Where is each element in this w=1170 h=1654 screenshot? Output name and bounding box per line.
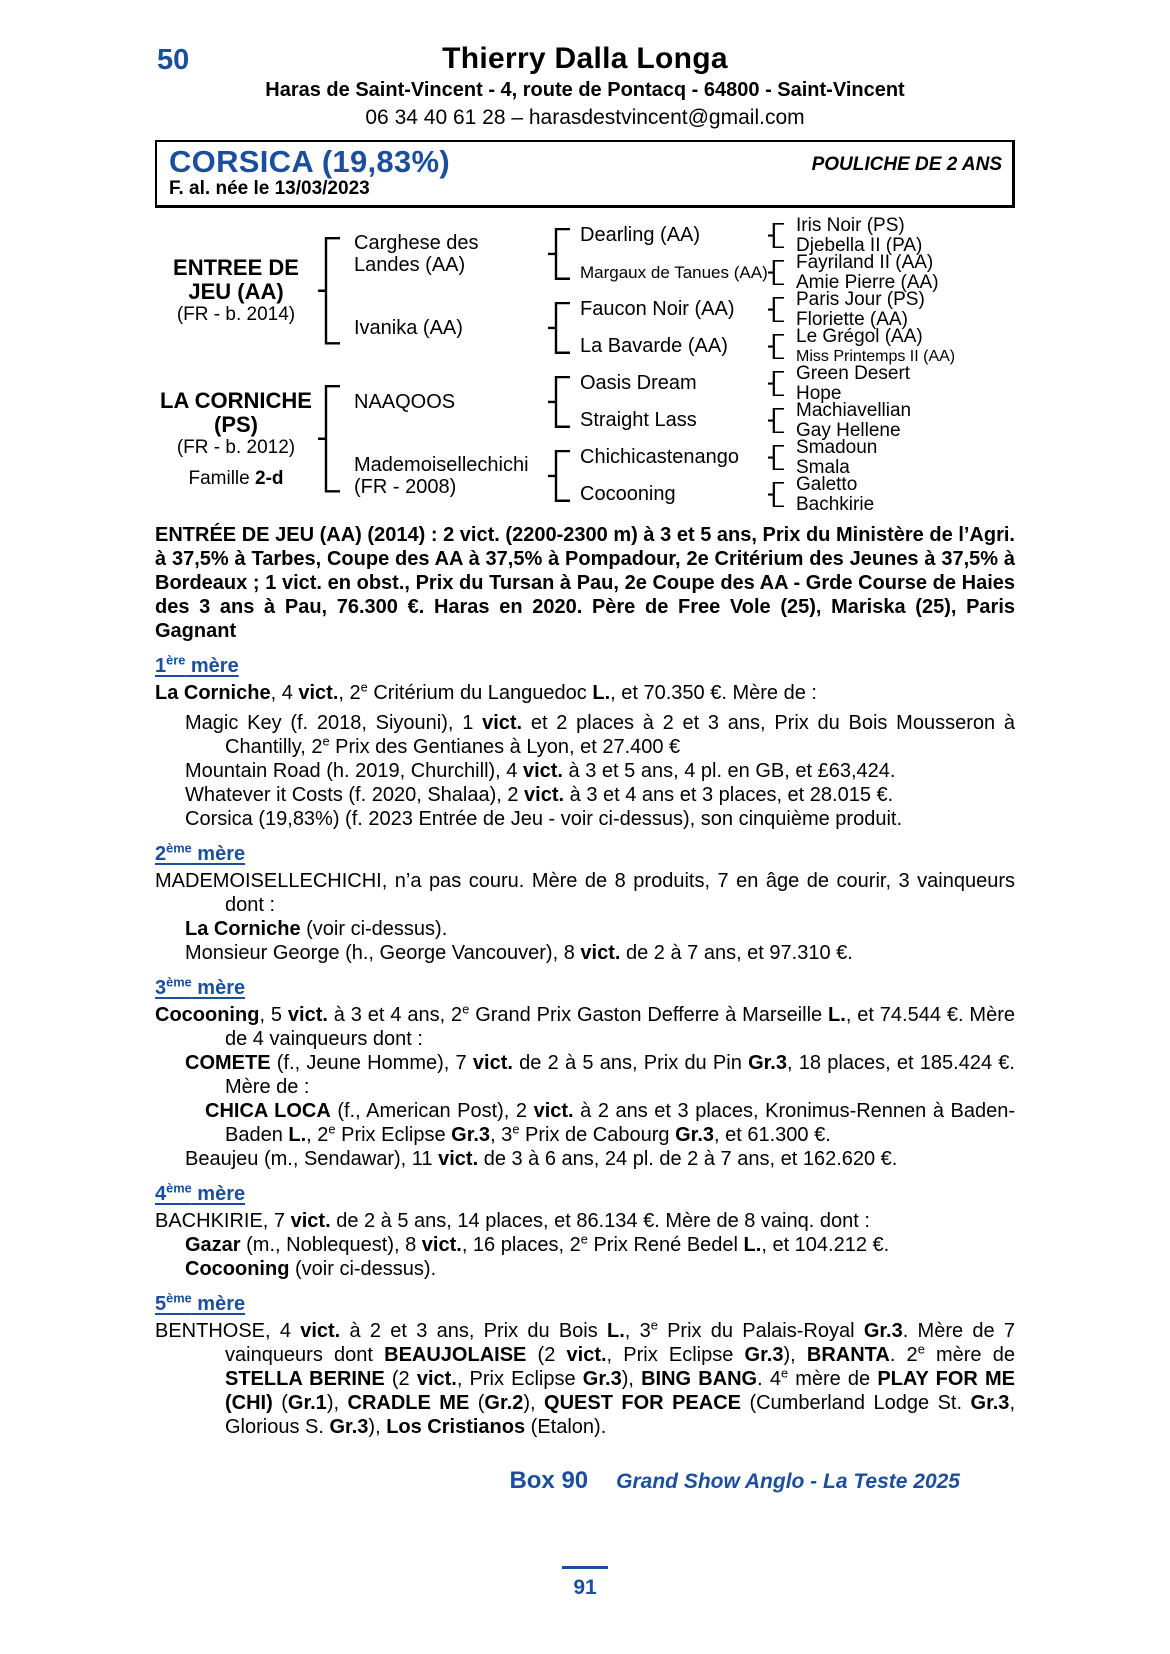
gen4-name: Floriette (AA) xyxy=(796,308,908,330)
bracket-icon xyxy=(767,217,793,254)
gen4-name: Amie Pierre (AA) xyxy=(796,271,939,293)
horse-title-box xyxy=(155,140,1015,208)
section-heading-2nd-dam: 2ème mère xyxy=(155,840,246,865)
page-footer xyxy=(0,1566,1170,1600)
bracket-icon xyxy=(767,365,793,402)
sire-detail: (FR - b. 2014) xyxy=(176,304,296,325)
gen4-name: Galetto xyxy=(796,474,858,495)
bracket-icon xyxy=(547,439,575,513)
pedigree-gen3-3: La Bavarde (AA) xyxy=(580,335,728,357)
pedigree-gen3-7: Cocooning xyxy=(580,483,676,505)
pedigree-gen4-3 xyxy=(793,328,1015,365)
produce-item: Mountain Road (h. 2019, Churchill), 4 vict. à 3 et 5 ans, 4 pl. en GB, et £63,424. xyxy=(185,760,896,782)
produce-item: Magic Key (f. 2018, Siyouni), 1 vict. et 2 places à 2 et 3 ans, Prix du Bois Mousseron à Chantilly, 2e Prix des Gentianes à Lyon, et 27.400 € xyxy=(185,712,1015,758)
section-heading-3rd-dam: 3ème mère xyxy=(155,974,246,999)
dam-record-paragraph: La Corniche, 4 vict., 2e Critérium du Languedoc L., et 70.350 €. Mère de : xyxy=(155,679,817,704)
gen4-name: Miss Printemps II (AA) xyxy=(796,347,956,365)
pedigree-gen3-0: Dearling (AA) xyxy=(580,224,701,246)
footer-divider xyxy=(562,1566,608,1569)
section-heading-4th-dam: 4ème mère xyxy=(155,1180,246,1205)
produce-item: Whatever it Costs (f. 2020, Shalaa), 2 vict. à 3 et 4 ans et 3 places, et 28.015 €. xyxy=(185,784,894,806)
dam-record-paragraph: BACHKIRIE, 7 vict. de 2 à 5 ans, 14 places, et 86.134 €. Mère de 8 vainq. dont : xyxy=(155,1210,870,1232)
section-heading-1st-dam: 1ère mère xyxy=(155,652,239,677)
bracket-icon xyxy=(767,291,793,328)
gen4-name: Green Desert xyxy=(796,363,911,384)
bracket-icon xyxy=(547,365,575,439)
pedigree-gen2-0 xyxy=(351,217,547,291)
dam-detail: (FR - b. 2012) xyxy=(176,436,296,458)
pedigree-gen4-0 xyxy=(793,217,1015,254)
pedigree-gen3-2: Faucon Noir (AA) xyxy=(580,298,735,320)
pedigree-gen3-6: Chichicastenango xyxy=(580,446,739,468)
box-number: Box 90 xyxy=(509,1467,589,1494)
gen2-name: Mademoisellechichi xyxy=(354,454,529,476)
produce-item: La Corniche (voir ci-dessus). xyxy=(185,918,448,940)
pedigree-tree xyxy=(155,217,1015,513)
bracket-icon xyxy=(767,476,793,513)
sire-name-line1: ENTREE DE xyxy=(173,255,299,280)
bracket-icon xyxy=(317,217,351,365)
produce-item: Beaujeu (m., Sendawar), 11 vict. de 3 à 6 ans, 24 pl. de 2 à 7 ans, et 162.620 €. xyxy=(185,1148,898,1170)
produce-item: Gazar (m., Noblequest), 8 vict., 16 places, 2e Prix René Bedel L., et 104.212 €. xyxy=(185,1231,890,1256)
produce-subitem: CHICA LOCA (f., American Post), 2 vict. à 2 ans et 3 places, Kronimus-Rennen à Baden-Baden L., 2e Prix Eclipse Gr.3, 3e Prix de Cabourg Gr.3, et 61.300 €. xyxy=(205,1100,1016,1146)
produce-item: Monsieur George (h., George Vancouver), 8 vict. de 2 à 7 ans, et 97.310 €. xyxy=(185,942,853,964)
gen4-name: Djebella II (PA) xyxy=(796,234,923,256)
gen4-name: Smala xyxy=(796,456,850,478)
bracket-icon xyxy=(547,291,575,365)
horse-name: CORSICA (19,83%) xyxy=(169,144,450,179)
page-header xyxy=(155,42,1015,130)
gen2-name: Carghese des xyxy=(354,232,479,254)
pedigree-gen4-1 xyxy=(793,254,1015,291)
event-name: Grand Show Anglo - La Teste 2025 xyxy=(616,1470,960,1493)
pedigree-gen2-2 xyxy=(351,365,547,439)
gen2-name: Landes (AA) xyxy=(354,254,466,276)
dam-record-paragraph: MADEMOISELLECHICHI, n’a pas couru. Mère de 8 produits, 7 en âge de courir, 3 vainqueurs dont : xyxy=(155,870,1015,916)
gen4-name: Hope xyxy=(796,382,842,404)
breeder-contact: 06 34 40 61 28 – harasdestvincent@gmail.com xyxy=(365,106,805,129)
pedigree-dam xyxy=(155,365,317,513)
dam-family: Famille 2-d xyxy=(188,467,284,489)
pedigree-gen3-5: Straight Lass xyxy=(580,409,697,431)
sire-record-paragraph: ENTRÉE DE JEU (AA) (2014) : 2 vict. (2200-2300 m) à 3 et 5 ans, Prix du Ministère de l’Agri. à 37,5% à Tarbes, Coupe des AA à 37,5% à Pompadour, 2e Critérium des Jeunes à 37,5% à Bordeaux ; 1 vict. en obst., Prix du Tursan à Pau, 2e Coupe des AA - Grde Course de Haies des 3 ans à Pau, 76.300 €. Haras en 2020. Père de Free Vole (25), Mariska (25), Paris Gagnant xyxy=(155,524,1015,642)
sale-box-line xyxy=(155,1467,1015,1495)
dam-record-paragraph: Cocooning, 5 vict. à 3 et 4 ans, 2e Grand Prix Gaston Defferre à Marseille L., et 74.544 €. Mère de 4 vainqueurs dont : xyxy=(155,1001,1015,1050)
pedigree-gen4-2 xyxy=(793,291,1015,328)
dam-name-line2: (PS) xyxy=(214,411,258,437)
produce-item: COMETE (f., Jeune Homme), 7 vict. de 2 à 5 ans, Prix du Pin Gr.3, 18 places, et 185.424 €. Mère de : xyxy=(185,1052,1015,1098)
pedigree-gen3-1: Margaux de Tanues (AA) xyxy=(580,262,768,282)
sire-name-line2: JEU (AA) xyxy=(188,279,284,304)
bracket-icon xyxy=(767,328,793,365)
dam-name-line1: LA CORNICHE xyxy=(160,387,312,413)
page-number-top: 50 xyxy=(157,44,190,76)
pedigree-gen4-6 xyxy=(793,439,1015,476)
breeder-address: Haras de Saint-Vincent - 4, route de Pontacq - 64800 - Saint-Vincent xyxy=(265,79,905,101)
breeder-name: Thierry Dalla Longa xyxy=(442,42,728,75)
horse-title-row xyxy=(169,146,1002,178)
gen4-name: Iris Noir (PS) xyxy=(796,215,905,236)
page-number-bottom: 91 xyxy=(573,1576,597,1599)
pedigree-gen2-1 xyxy=(351,291,547,365)
gen4-name: Smadoun xyxy=(796,437,878,458)
produce-item: Cocooning (voir ci-dessus). xyxy=(185,1258,437,1280)
pedigree-gen4-7 xyxy=(793,476,1015,513)
pedigree-gen4-5 xyxy=(793,402,1015,439)
gen2-name: Ivanika (AA) xyxy=(354,317,463,339)
gen2-name: (FR - 2008) xyxy=(354,476,457,498)
bracket-icon xyxy=(547,217,575,291)
produce-item: Corsica (19,83%) (f. 2023 Entrée de Jeu - voir ci-dessus), son cinquième produit. xyxy=(185,808,903,830)
section-heading-5th-dam: 5ème mère xyxy=(155,1290,246,1315)
pedigree-gen2-3 xyxy=(351,439,547,513)
pedigree-text xyxy=(155,523,1015,1439)
pedigree-gen3-4: Oasis Dream xyxy=(580,372,697,394)
gen4-name: Gay Hellene xyxy=(796,419,901,441)
bracket-icon xyxy=(317,365,351,513)
pedigree-gen4-4 xyxy=(793,365,1015,402)
gen4-name: Paris Jour (PS) xyxy=(796,289,925,310)
gen4-name: Le Grégol (AA) xyxy=(796,326,923,347)
gen4-name: Fayriland II (AA) xyxy=(796,252,934,273)
dam-record-paragraph: BENTHOSE, 4 vict. à 2 et 3 ans, Prix du Bois L., 3e Prix du Palais-Royal Gr.3. Mère de 7 vainqueurs dont BEAUJOLAISE (2 vict., Prix Eclipse Gr.3), BRANTA. 2e mère de STELLA BERINE (2 vict., Prix Eclipse Gr.3), BING BANG. 4e mère de PLAY FOR ME (CHI) (Gr.1), CRADLE ME (Gr.2), QUEST FOR PEACE (Cumberland Lodge St. Gr.3, Glorious S. Gr.3), Los Cristianos (Etalon). xyxy=(155,1317,1015,1438)
bracket-icon xyxy=(767,439,793,476)
pedigree-sire xyxy=(155,217,317,365)
horse-category: POULICHE DE 2 ANS xyxy=(811,154,1002,175)
bracket-icon xyxy=(767,254,793,291)
gen2-name: NAAQOOS xyxy=(354,391,456,413)
page-content xyxy=(155,42,1015,1495)
bracket-icon xyxy=(767,402,793,439)
horse-birth-info: F. al. née le 13/03/2023 xyxy=(169,178,370,199)
gen4-name: Bachkirie xyxy=(796,493,875,515)
gen4-name: Machiavellian xyxy=(796,400,912,421)
